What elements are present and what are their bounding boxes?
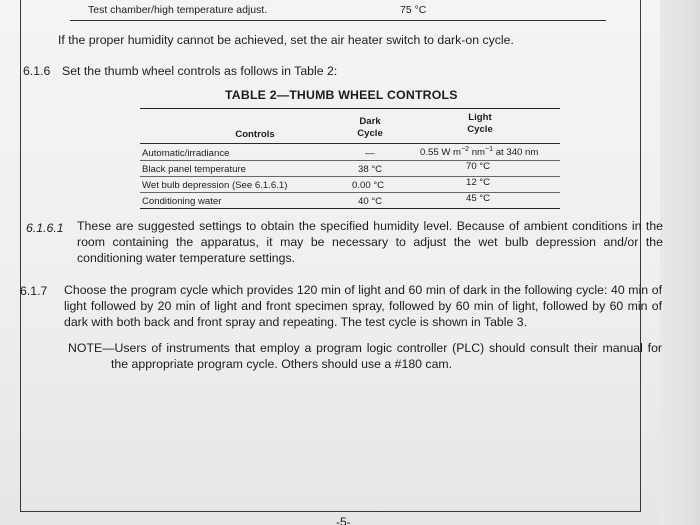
row-dark-value: 38 °C [358, 164, 383, 175]
page-edge [660, 0, 700, 525]
header-light: Light Cycle [467, 112, 493, 135]
row-control: Conditioning water [142, 196, 222, 207]
section-6-1-6-number: 6.1.6 [23, 64, 51, 78]
row-dark-value: 40 °C [358, 196, 383, 207]
header-dark: Dark Cycle [357, 116, 383, 139]
section-6-1-6-text: Set the thumb wheel controls as follows in Table 2: [62, 64, 338, 78]
previous-table-row [88, 4, 427, 16]
previous-table-rule [70, 20, 606, 21]
row-control: Wet bulb depression (See 6.1.6.1) [142, 180, 288, 191]
row-light-value: 0.55 W $m^{-2}$ $nm^{-1}$ at 340 nm [420, 146, 539, 159]
note-paragraph: NOTE—Users of instruments that employ a program logic controller (PLC) should consult their manual for the appropriate program cycle. Others should use a #180 cam. [68, 341, 662, 371]
section-6-1-6-1-number: 6.1.6.1 [26, 221, 64, 235]
intro-paragraph: If the proper humidity cannot be achieved, set the air heater switch to dark-on cycle. [58, 33, 514, 47]
row-control: Automatic/irradiance [142, 148, 230, 159]
page-number: -5- [336, 515, 351, 525]
previous-row-label: Test chamber/high temperature adjust. [88, 4, 268, 16]
table-header-rule [140, 143, 560, 144]
row-light-value: 70 °C [466, 161, 491, 172]
row-light-value: 45 °C [466, 193, 491, 204]
table-row-rule [140, 192, 560, 193]
table-top-rule [140, 108, 560, 109]
previous-row-value: 75 °C [400, 4, 427, 16]
table-row-rule [140, 176, 560, 177]
row-control: Black panel temperature [142, 164, 246, 175]
table-title: TABLE 2—THUMB WHEEL CONTROLS [225, 88, 458, 102]
header-controls: Controls [235, 129, 275, 140]
section-6-1-7-text: Choose the program cycle which provides 120 min of light and 60 min of dark in the following cycle: 40 min of light followed by 20 min of light and front specimen spray, followed by 60 min of light, followed by 60 min of dark with both back and front spray and repeating. The test cycle is shown in Table 3. [64, 283, 662, 329]
section-6-1-7-number: 6.1.7 [20, 284, 48, 298]
row-dark-value: 0.00 °C [352, 180, 385, 191]
row-dark-value: — [365, 148, 375, 159]
table-bottom-rule [140, 208, 560, 209]
row-light-value: 12 °C [466, 177, 491, 188]
section-6-1-6-1-text: These are suggested settings to obtain the specified humidity level. Because of ambient conditions in the room containing the apparatus, it may be necessary to adjust the wet bulb depression and/or the conditioning water temperature settings. [77, 219, 663, 265]
table-row-rule [140, 160, 560, 161]
